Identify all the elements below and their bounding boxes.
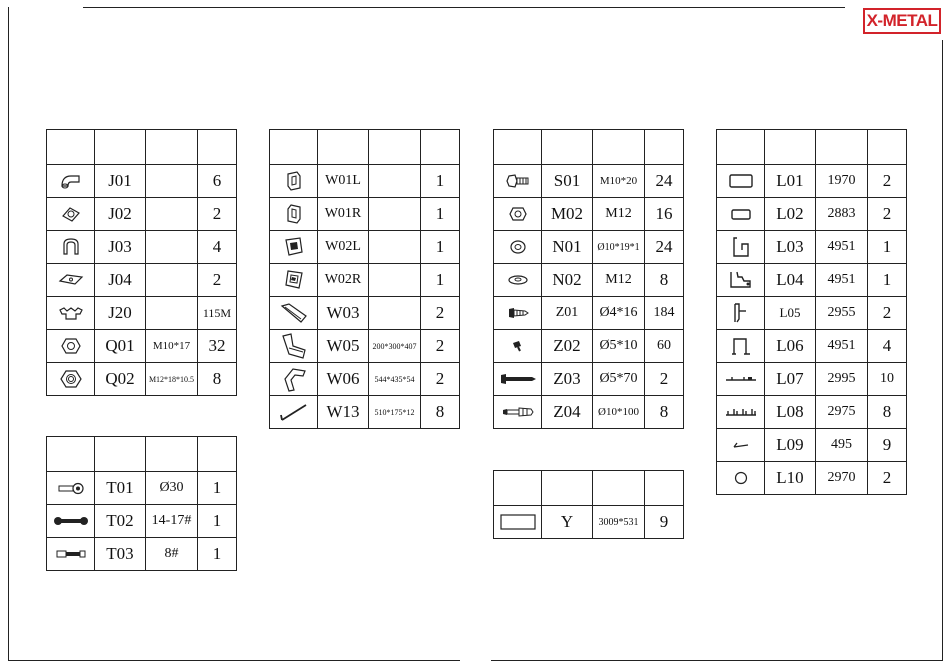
profile-length: 2883 xyxy=(816,198,868,231)
part-spec xyxy=(146,264,198,297)
part-qty: 1 xyxy=(421,198,460,231)
part-qty: 6 xyxy=(198,165,237,198)
parts-table-w xyxy=(269,129,460,429)
part-qty: 2 xyxy=(421,330,460,363)
part-code: S01 xyxy=(542,165,593,198)
part-qty: 4 xyxy=(198,231,237,264)
part-code: J01 xyxy=(95,165,146,198)
table-row xyxy=(717,198,907,231)
short-screw-icon xyxy=(494,330,542,363)
part-spec: 3009*531 xyxy=(593,506,645,539)
profile-qty: 9 xyxy=(868,429,907,462)
part-qty: 8 xyxy=(645,396,684,429)
part-code: W03 xyxy=(318,297,369,330)
tool-code: T02 xyxy=(95,505,146,538)
part-spec xyxy=(369,198,421,231)
parts-table-tools xyxy=(46,436,237,571)
part-spec: 200*300*407 xyxy=(369,330,421,363)
part-qty: 9 xyxy=(645,506,684,539)
part-spec: Ø10*19*1 xyxy=(593,231,645,264)
page-border-bottom-right xyxy=(491,660,943,661)
bracket-left-icon xyxy=(270,165,318,198)
part-spec: M10*17 xyxy=(146,330,198,363)
table-row xyxy=(47,198,237,231)
table-row xyxy=(494,297,684,330)
profile-code: L07 xyxy=(765,363,816,396)
part-qty: 32 xyxy=(198,330,237,363)
tool-qty: 1 xyxy=(198,505,237,538)
corner-bracket-left-icon xyxy=(270,231,318,264)
flat-plate-icon xyxy=(47,264,95,297)
part-qty: 2 xyxy=(645,363,684,396)
tool-spec: 14-17# xyxy=(146,505,198,538)
downpipe-elbow-icon xyxy=(270,363,318,396)
part-spec xyxy=(146,165,198,198)
table-row xyxy=(717,396,907,429)
part-qty: 2 xyxy=(421,297,460,330)
table-row xyxy=(494,396,684,429)
hex-nut-icon xyxy=(47,330,95,363)
part-code: W02L xyxy=(318,231,369,264)
profile-code: L09 xyxy=(765,429,816,462)
part-qty: 115M xyxy=(198,297,237,330)
tool-code: T01 xyxy=(95,472,146,505)
part-qty: 2 xyxy=(198,264,237,297)
rect-tube-large-icon xyxy=(717,165,765,198)
part-code: W01L xyxy=(318,165,369,198)
table-row xyxy=(270,198,460,231)
brand-logo xyxy=(863,8,941,34)
part-spec xyxy=(369,297,421,330)
table-row xyxy=(717,429,907,462)
page-border-bottom-left xyxy=(8,660,460,661)
part-qty: 60 xyxy=(645,330,684,363)
table-header-row xyxy=(47,437,237,472)
flat-bar-icon xyxy=(717,363,765,396)
hex-key-icon xyxy=(47,538,95,571)
table-row xyxy=(717,231,907,264)
profile-length: 2955 xyxy=(816,297,868,330)
part-spec: 510*175*12 xyxy=(369,396,421,429)
part-code: W06 xyxy=(318,363,369,396)
rubber-strip-icon xyxy=(47,297,95,330)
table-row xyxy=(494,506,684,539)
part-qty: 1 xyxy=(421,165,460,198)
table-row xyxy=(717,165,907,198)
part-code: Z02 xyxy=(542,330,593,363)
table-row xyxy=(270,165,460,198)
clamp-connector-icon xyxy=(47,231,95,264)
part-spec: Ø10*100 xyxy=(593,396,645,429)
part-spec: Ø5*70 xyxy=(593,363,645,396)
part-code: Z03 xyxy=(542,363,593,396)
u-channel-icon xyxy=(717,330,765,363)
table-row xyxy=(494,231,684,264)
tool-spec: 8# xyxy=(146,538,198,571)
part-code: Z04 xyxy=(542,396,593,429)
expansion-bolt-icon xyxy=(494,396,542,429)
part-qty: 1 xyxy=(421,264,460,297)
tool-qty: 1 xyxy=(198,472,237,505)
part-spec: 544*435*54 xyxy=(369,363,421,396)
tool-code: T03 xyxy=(95,538,146,571)
nut-icon xyxy=(494,198,542,231)
table-header-row xyxy=(270,130,460,165)
part-code: Q01 xyxy=(95,330,146,363)
rect-tube-small-icon xyxy=(717,198,765,231)
table-row xyxy=(47,165,237,198)
part-code: J04 xyxy=(95,264,146,297)
profile-length: 2970 xyxy=(816,462,868,495)
gutter-piece-icon xyxy=(270,297,318,330)
part-spec xyxy=(146,297,198,330)
table-row xyxy=(47,505,237,538)
part-code: W13 xyxy=(318,396,369,429)
table-row xyxy=(270,396,460,429)
page-border-left xyxy=(8,7,9,661)
part-code: Y xyxy=(542,506,593,539)
part-code: Z01 xyxy=(542,297,593,330)
part-spec xyxy=(146,198,198,231)
table-row xyxy=(494,264,684,297)
part-code: J03 xyxy=(95,231,146,264)
profile-length: 495 xyxy=(816,429,868,462)
part-qty: 24 xyxy=(645,165,684,198)
parts-table-j xyxy=(46,129,237,396)
table-row xyxy=(47,538,237,571)
c-profile-icon xyxy=(717,231,765,264)
table-row xyxy=(717,330,907,363)
washer-icon xyxy=(494,231,542,264)
profile-length: 4951 xyxy=(816,231,868,264)
part-spec: M10*20 xyxy=(593,165,645,198)
part-qty: 8 xyxy=(645,264,684,297)
part-qty: 2 xyxy=(198,198,237,231)
part-spec xyxy=(146,231,198,264)
part-spec: Ø4*16 xyxy=(593,297,645,330)
parts-table-l xyxy=(716,129,907,495)
profile-qty: 8 xyxy=(868,396,907,429)
hex-bolt-icon xyxy=(494,165,542,198)
part-spec: M12*18*10.5 xyxy=(146,363,198,396)
part-qty: 184 xyxy=(645,297,684,330)
profile-code: L01 xyxy=(765,165,816,198)
l-profile-icon xyxy=(717,297,765,330)
part-code: W01R xyxy=(318,198,369,231)
open-wrench-icon xyxy=(47,505,95,538)
profile-code: L10 xyxy=(765,462,816,495)
table-row xyxy=(47,472,237,505)
table-row xyxy=(47,264,237,297)
part-qty: 8 xyxy=(421,396,460,429)
table-row xyxy=(270,264,460,297)
table-row xyxy=(270,363,460,396)
tool-spec: Ø30 xyxy=(146,472,198,505)
part-qty: 24 xyxy=(645,231,684,264)
profile-qty: 4 xyxy=(868,330,907,363)
gutter-profile-icon xyxy=(717,264,765,297)
profile-length: 1970 xyxy=(816,165,868,198)
table-row xyxy=(47,330,237,363)
table-row xyxy=(494,165,684,198)
slotted-bar-icon xyxy=(717,396,765,429)
part-code: N02 xyxy=(542,264,593,297)
socket-wrench-icon xyxy=(47,472,95,505)
table-row xyxy=(717,297,907,330)
part-code: J02 xyxy=(95,198,146,231)
table-row xyxy=(47,231,237,264)
elbow-connector-icon xyxy=(47,165,95,198)
profile-code: L06 xyxy=(765,330,816,363)
profile-code: L03 xyxy=(765,231,816,264)
profile-length: 4951 xyxy=(816,264,868,297)
table-header-row xyxy=(494,130,684,165)
bracket-right-icon xyxy=(270,198,318,231)
part-spec: Ø5*10 xyxy=(593,330,645,363)
tee-connector-icon xyxy=(47,198,95,231)
flat-washer-icon xyxy=(494,264,542,297)
part-code: W05 xyxy=(318,330,369,363)
gutter-outlet-icon xyxy=(270,330,318,363)
table-row xyxy=(717,462,907,495)
profile-qty: 2 xyxy=(868,462,907,495)
part-spec xyxy=(369,165,421,198)
table-row xyxy=(494,198,684,231)
part-qty: 8 xyxy=(198,363,237,396)
tool-qty: 1 xyxy=(198,538,237,571)
table-row xyxy=(47,297,237,330)
table-row xyxy=(270,297,460,330)
self-tapping-screw-icon xyxy=(494,297,542,330)
table-header-row xyxy=(47,130,237,165)
table-header-row xyxy=(494,471,684,506)
brand-logo-text: X-METAL xyxy=(866,11,938,30)
profile-qty: 1 xyxy=(868,264,907,297)
part-spec: M12 xyxy=(593,198,645,231)
table-row xyxy=(270,330,460,363)
corner-bracket-right-icon xyxy=(270,264,318,297)
hex-nut-large-icon xyxy=(47,363,95,396)
parts-table-fasteners xyxy=(493,129,684,429)
profile-qty: 2 xyxy=(868,165,907,198)
profile-qty: 2 xyxy=(868,297,907,330)
profile-code: L04 xyxy=(765,264,816,297)
profile-code: L05 xyxy=(765,297,816,330)
rod-icon xyxy=(270,396,318,429)
profile-length: 2975 xyxy=(816,396,868,429)
part-code: Q02 xyxy=(95,363,146,396)
profile-code: L08 xyxy=(765,396,816,429)
angle-strip-icon xyxy=(717,429,765,462)
parts-table-panel xyxy=(493,470,684,539)
table-row xyxy=(717,363,907,396)
round-tube-icon xyxy=(717,462,765,495)
profile-qty: 2 xyxy=(868,198,907,231)
page-border-right xyxy=(942,40,943,661)
panel-rectangle-icon xyxy=(494,506,542,539)
table-row xyxy=(494,330,684,363)
table-row xyxy=(717,264,907,297)
profile-length: 4951 xyxy=(816,330,868,363)
part-qty: 16 xyxy=(645,198,684,231)
part-code: J20 xyxy=(95,297,146,330)
part-qty: 1 xyxy=(421,231,460,264)
part-code: N01 xyxy=(542,231,593,264)
profile-length: 2995 xyxy=(816,363,868,396)
table-header-row xyxy=(717,130,907,165)
part-code: W02R xyxy=(318,264,369,297)
part-qty: 2 xyxy=(421,363,460,396)
part-spec xyxy=(369,231,421,264)
profile-qty: 10 xyxy=(868,363,907,396)
profile-qty: 1 xyxy=(868,231,907,264)
part-spec xyxy=(369,264,421,297)
part-code: M02 xyxy=(542,198,593,231)
table-row xyxy=(270,231,460,264)
part-spec: M12 xyxy=(593,264,645,297)
long-screw-icon xyxy=(494,363,542,396)
page-border-top xyxy=(83,7,845,8)
table-row xyxy=(47,363,237,396)
profile-code: L02 xyxy=(765,198,816,231)
table-row xyxy=(494,363,684,396)
